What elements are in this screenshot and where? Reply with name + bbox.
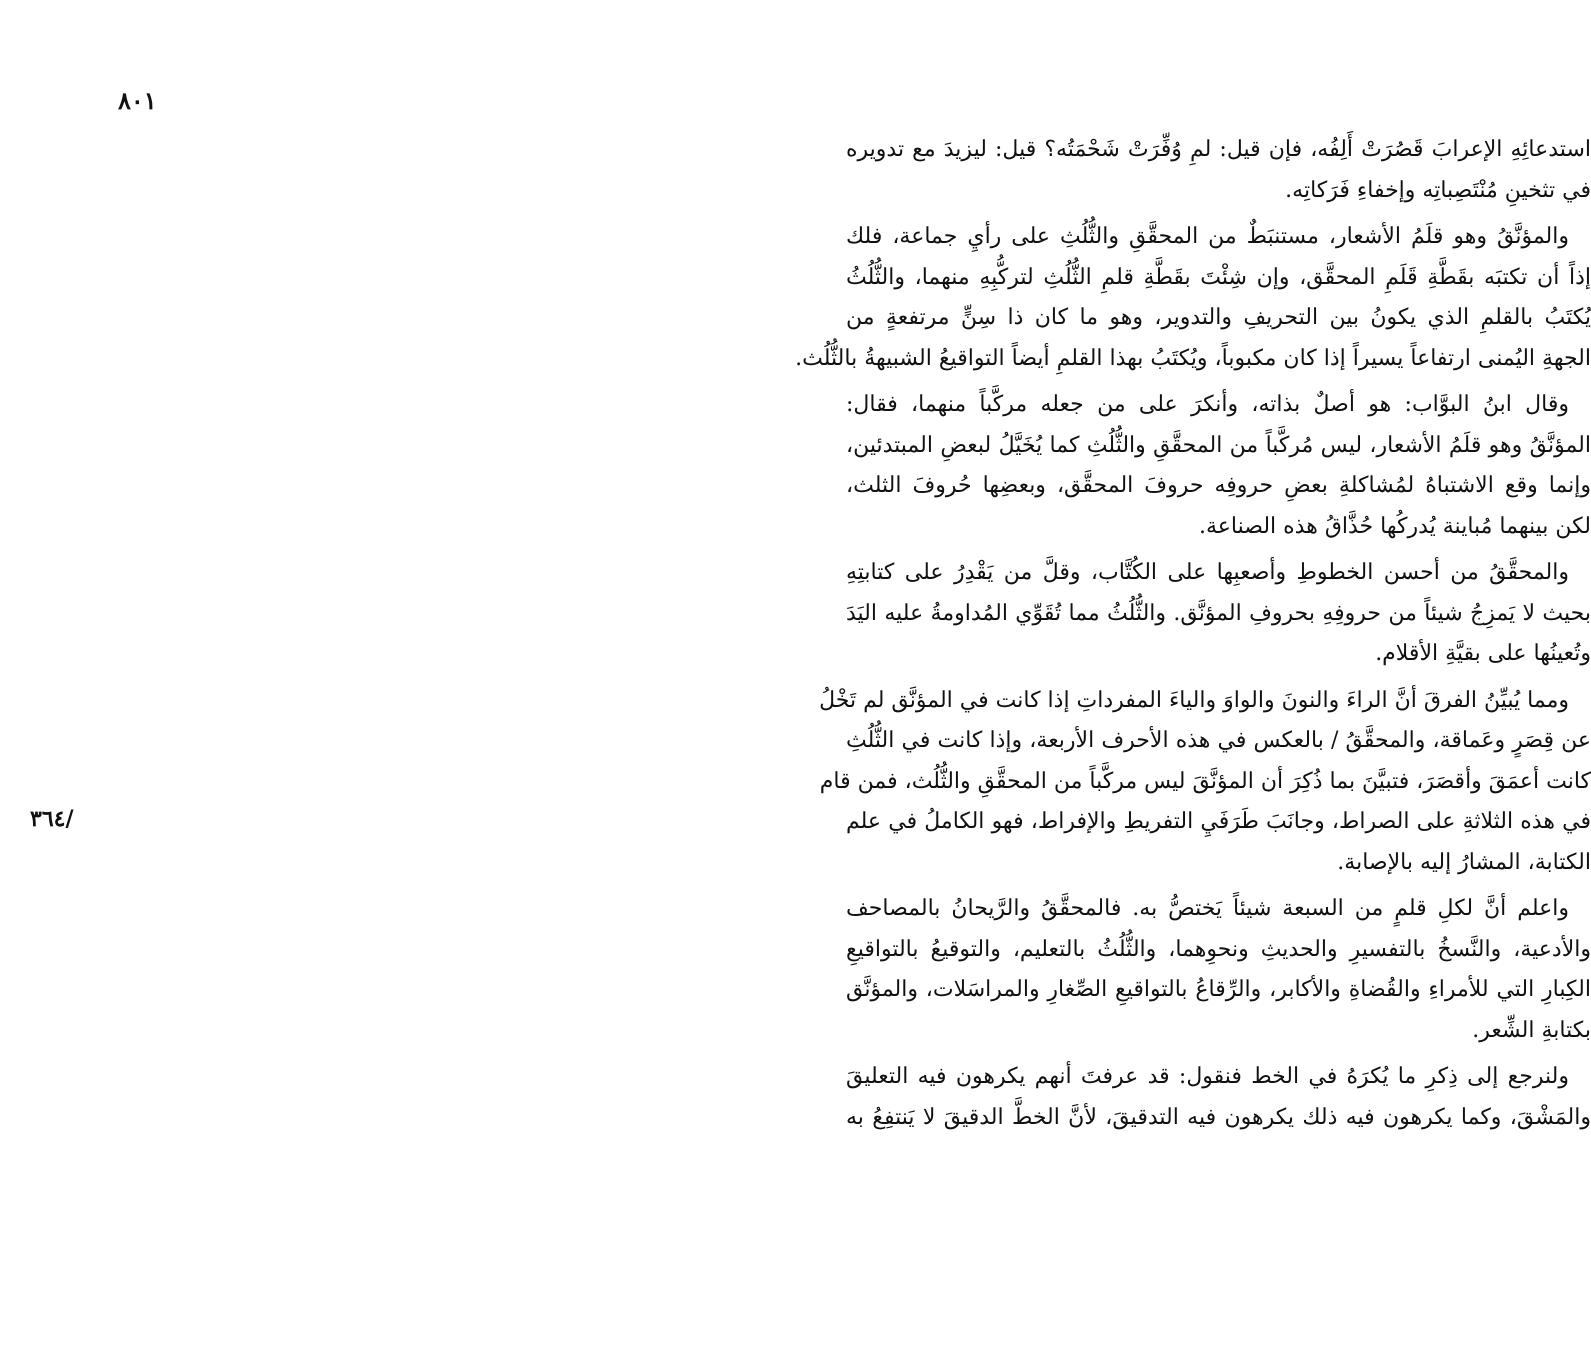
text-line: والمحقَّقُ من أحسن الخطوطِ وأصعبِها على الكُتَّاب، وقلَّ من يَقْدِرُ على كتابتِهِ bbox=[846, 560, 1569, 585]
text-line: والمَشْقَ، وكما يكرهون فيه ذلك يكرهون فيه التدقيقَ، لأنَّ الخطَّ الدقيقَ لا يَنتفِعُ به bbox=[846, 1104, 1591, 1130]
paragraph bbox=[846, 889, 1591, 1051]
text-line: الكِبارِ التي للأمراءِ والقُضاةِ والأكابر، والرِّقاعُ بالتواقيعِ الصِّغارِ والمراسَلات، والمؤنَّق bbox=[846, 977, 1591, 1002]
text-line: الكتابة، المشارُ إليه بالإصابة. bbox=[1337, 849, 1591, 875]
text-line: بكتابةِ الشِّعر. bbox=[1472, 1017, 1591, 1043]
paragraph bbox=[846, 553, 1591, 675]
text-line: واعلم أنَّ لكلِ قلمٍ من السبعة شيئاً يَختصُّ به. فالمحقَّقُ والرَّيحانُ بالمصاحف bbox=[846, 896, 1569, 921]
body-text bbox=[795, 130, 1591, 1144]
page-number: ٨٠١ bbox=[118, 86, 157, 115]
text-line: كانت أعمَقَ وأقصَرَ، فتبيَّنَ بما ذُكِرَ أن المؤنَّقَ ليس مركَّباً من المحقَّقِ والثُّلُث، فمن قام bbox=[819, 768, 1591, 794]
paragraph bbox=[846, 385, 1591, 547]
text-line: ومما يُبيِّنُ الفرقَ أنَّ الراءَ والنونَ والواوَ والياءَ المفرداتِ إذا كانت في المؤنَّق لم تَخْلُ bbox=[819, 687, 1569, 713]
text-line: يُكتَبُ بالقلمِ الذي يكونُ بين التحريفِ والتدوير، وهو ما كان ذا سِنٍّ مرتفعةٍ من bbox=[846, 305, 1591, 330]
text-line: المؤنَّقُ وهو قلَمُ الأشعار، ليس مُركَّباً من المحقَّقِ والثُّلُثِ كما يُخَيَّلُ لبعضِ المبتدئين، bbox=[846, 432, 1591, 458]
text-line: عن قِصَرٍ وعَماقة، والمحقَّقُ / بالعكس في هذه الأحرف الأربعة، وإذا كانت في الثُّلُثِ bbox=[846, 728, 1591, 753]
text-line: بحيث لا يَمزِجُ شيئاً من حروفِهِ بحروفِ المؤنَّق. والثُّلُثُ مما تُقَوِّي المُداومةُ عليه اليَدَ bbox=[846, 600, 1591, 626]
text-line: إذاً أن تكتبَه بقَطَّةِ قَلَمِ المحقَّق، وإن شِئْتَ بقَطَّةِ قلمِ الثُّلُثِ لتركُّبِهِ منهما، والثُّلُثُ bbox=[846, 264, 1591, 290]
paragraph bbox=[846, 1057, 1591, 1138]
paragraph bbox=[846, 130, 1591, 211]
text-line: والأدعية، والنَّسخُ بالتفسيرِ والحديثِ ونحوِهما، والثُّلُثُ بالتعليم، والتوقيعُ بالتواقيعِ bbox=[846, 936, 1591, 962]
text-line: لكن بينهما مُباينة يُدركُها حُذَّاقُ هذه الصناعة. bbox=[1199, 513, 1591, 539]
margin-page-reference: /٣٦٤ bbox=[30, 806, 74, 832]
text-line: وتُعينُها على بقيَّةِ الأقلام. bbox=[1375, 641, 1591, 666]
text-line: في تثخينِ مُنْتَصِباتِه وإخفاءِ فَرَكاتِه. bbox=[1285, 177, 1591, 203]
text-line: والمؤنَّقُ وهو قلَمُ الأشعار، مستنبَطٌ من المحقَّقِ والثُّلُثِ على رأيِ جماعة، فلك bbox=[846, 224, 1569, 249]
text-line: في هذه الثلاثةِ على الصراط، وجانَبَ طَرَفَيِ التفريطِ والإفراط، فهو الكاملُ في علم bbox=[846, 809, 1591, 834]
text-line: استدعائِهِ الإعرابَ قَصُرَتْ أَلِفُه، فإن قيل: لمِ وُفِّرَتْ شَحْمَتُه؟ قيل: ليزيدَ مع تدويره bbox=[846, 137, 1591, 162]
text-line: وإنما وقع الاشتباهُ لمُشاكلةِ بعضِ حروفِه حروفَ المحقَّق، وبعضِها حُروفَ الثلث، bbox=[846, 473, 1591, 498]
text-line: ولنرجع إلى ذِكرِ ما يُكرَهُ في الخط فنقول: قد عرفتَ أنهم يكرهون فيه التعليقَ bbox=[846, 1064, 1569, 1089]
text-line: الجهةِ اليُمنى ارتفاعاً يسيراً إذا كان مكبوباً، ويُكتَبُ بهذا القلمِ أيضاً التواقيعُ الشبيهةُ بالثُّلُث. bbox=[795, 345, 1591, 371]
paragraph bbox=[795, 217, 1591, 379]
text-line: وقال ابنُ البوَّاب: هو أصلٌ بذاته، وأنكرَ على من جعله مركَّباً منهما، فقال: bbox=[846, 392, 1569, 417]
paragraph bbox=[819, 681, 1591, 884]
